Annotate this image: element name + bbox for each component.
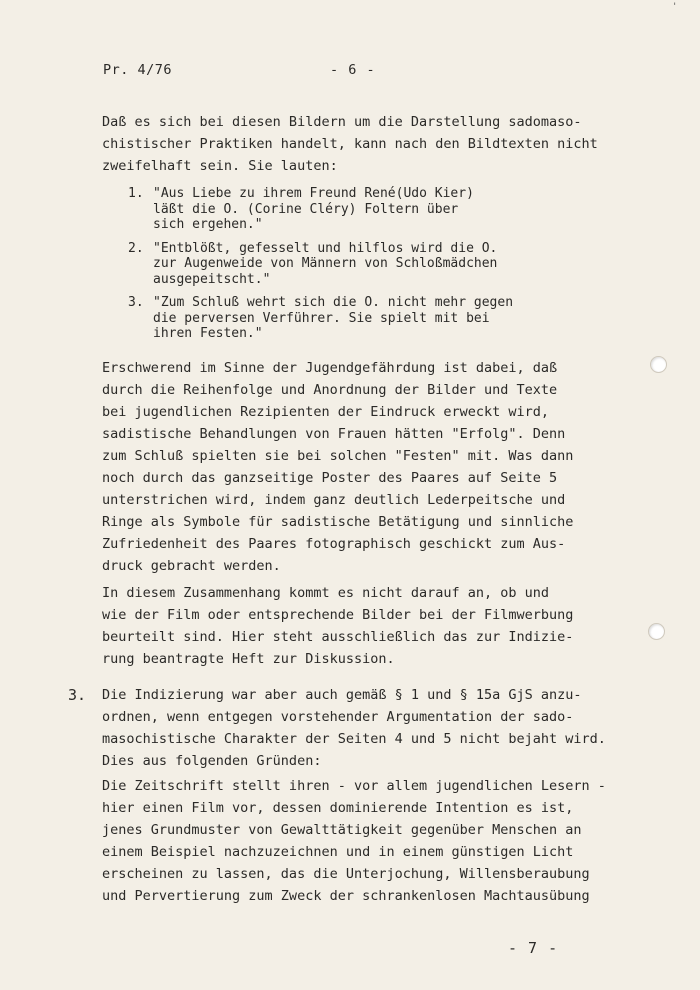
punch-hole [648,623,665,640]
text-line: druck gebracht werden. [102,558,281,574]
text-line: "Entblößt, gefesselt und hilflos wird die O. [153,240,498,256]
text-line: zum Schluß spielten sie bei solchen "Festen" mit. Was dann [102,448,574,464]
text-line: läßt die O. (Corine Cléry) Foltern über [153,201,459,217]
list-number: 3. [128,295,144,310]
paragraph-magazine [102,775,606,907]
text-line: sich ergehen." [153,217,263,232]
list-number: 2. [128,240,144,256]
section-3-paragraph [102,684,606,772]
text-line: ordnen, wenn entgegen vorstehender Argumentation der sado- [102,709,574,725]
text-line: Die Indizierung war aber auch gemäß § 1 und § 15a GjS anzu- [102,687,582,703]
text-line: die perversen Verführer. Sie spielt mit bei [153,310,490,326]
text-line: bei jugendlichen Rezipienten der Eindruck erweckt wird, [102,404,550,420]
list-number: 1. [128,186,144,201]
page-number: - 6 - [330,62,376,78]
paragraph-aggravating [102,357,573,577]
text-line: zur Augenweide von Männern von Schloßmädchen [153,256,498,271]
text-line: erscheinen zu lassen, das die Unterjochung, Willensberaubung [102,866,590,882]
list-item [128,186,513,233]
text-line: einem Beispiel nachzuzeichnen und in einem günstigen Licht [102,844,574,860]
text-line: chistischer Praktiken handelt, kann nach den Bildtexten nicht [102,136,598,152]
text-line: durch die Reihenfolge und Anordnung der Bilder und Texte [102,382,558,398]
text-line: und Pervertierung zum Zweck der schrankenlosen Machtausübung [102,888,590,904]
paragraph-context [102,582,573,670]
text-line: jenes Grundmuster von Gewalttätigkeit gegenüber Menschen an [102,822,582,838]
text-line: "Zum Schluß wehrt sich die O. nicht mehr gegen [153,295,514,310]
text-line: Zufriedenheit des Paares fotographisch geschickt zum Aus- [102,536,566,552]
quote-list [128,186,513,350]
document-reference: Pr. 4/76 [103,62,173,78]
text-line: hier einen Film vor, dessen dominierende Intention es ist, [102,800,574,816]
text-line: zweifelhaft sein. Sie lauten: [102,158,338,174]
text-line: beurteilt sind. Hier steht ausschließlich das zur Indizie- [102,629,574,645]
corner-mark: ' [672,2,678,12]
text-line: Dies aus folgenden Gründen: [102,753,322,769]
text-line: ausgepeitscht." [153,271,271,287]
text-line: In diesem Zusammenhang kommt es nicht darauf an, ob und [102,585,550,601]
text-line: masochistische Charakter der Seiten 4 und 5 nicht bejaht wird. [102,731,606,747]
section-number: 3. [68,686,87,704]
text-line: sadistische Behandlungen von Frauen hätten "Erfolg". Denn [102,426,566,442]
text-line: rung beantragte Heft zur Diskussion. [102,651,395,667]
text-line: Erschwerend im Sinne der Jugendgefährdung ist dabei, daß [102,360,558,376]
intro-paragraph [102,111,598,177]
text-line: "Aus Liebe zu ihrem Freund René(Udo Kier) [153,186,474,201]
text-line: Ringe als Symbole für sadistische Betätigung und sinnliche [102,514,574,530]
text-line: Die Zeitschrift stellt ihren - vor allem jugendlichen Lesern - [102,778,606,794]
punch-hole [650,356,667,373]
text-line: noch durch das ganzseitige Poster des Paares auf Seite 5 [102,470,558,486]
text-line: unterstrichen wird, indem ganz deutlich Lederpeitsche und [102,492,566,508]
list-item [128,241,513,288]
next-page-indicator: - 7 - [508,939,559,957]
text-line: wie der Film oder entsprechende Bilder bei der Filmwerbung [102,607,574,623]
text-line: ihren Festen." [153,326,263,341]
text-line: Daß es sich bei diesen Bildern um die Darstellung sadomaso- [102,114,582,130]
list-item [128,295,513,342]
